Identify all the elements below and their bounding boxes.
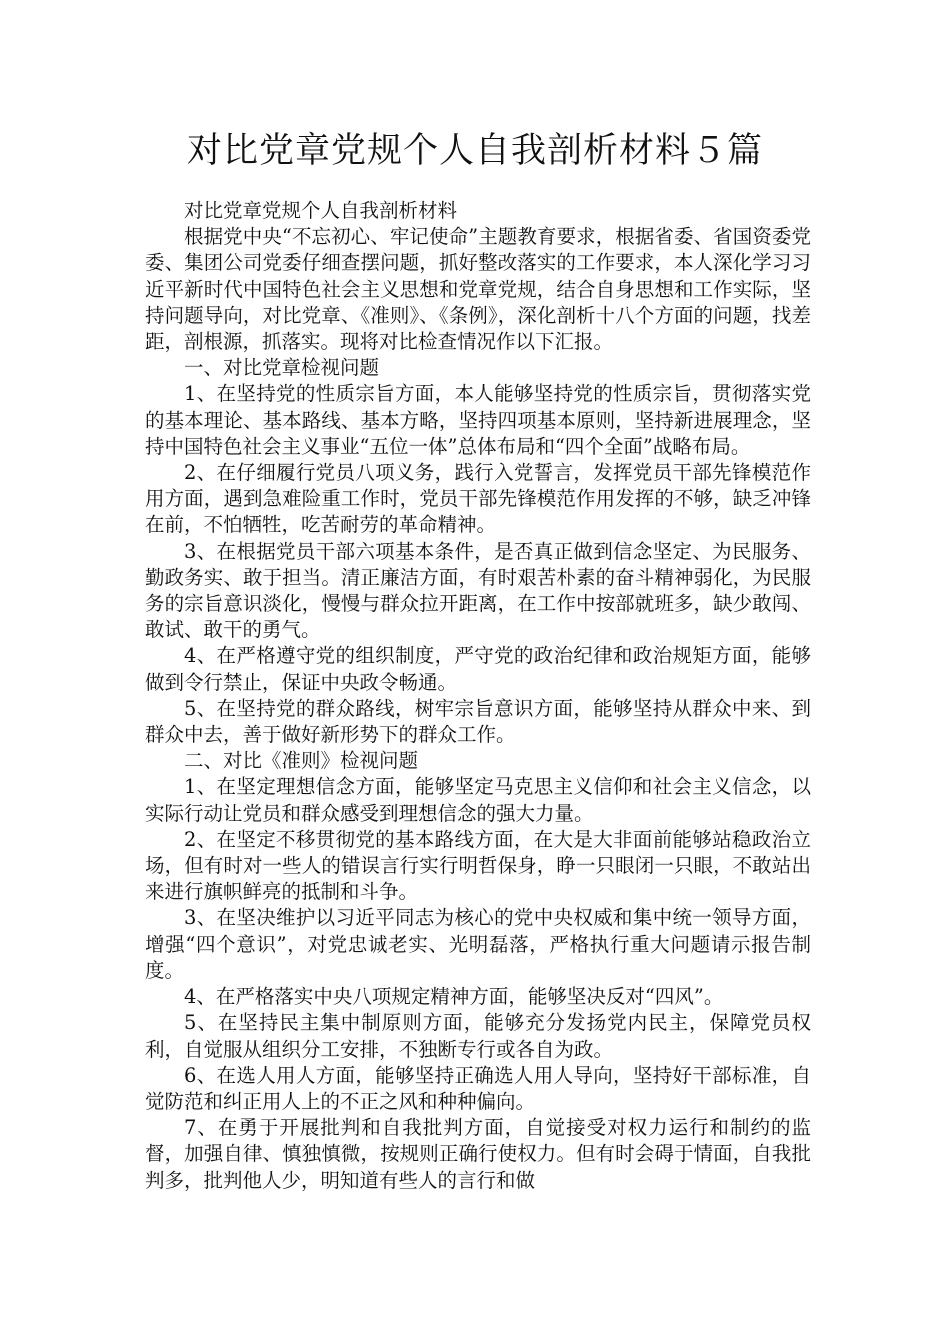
document-body [145,198,811,1194]
body-paragraph: 2、在坚定不移贯彻党的基本路线方面，在大是大非面前能够站稳政治立场，但有时对一些人的错误言行实行明哲保身，睁一只眼闭一只眼，不敢站出来进行旗帜鲜亮的抵制和斗争。 [145,827,811,904]
body-paragraph: 1、在坚持党的性质宗旨方面，本人能够坚持党的性质宗旨，贯彻落实党的基本理论、基本路线、基本方略，坚持四项基本原则，坚持新进展理念，坚持中国特色社会主义事业“五位一体”总体布局和“四个全面”战略布局。 [145,382,811,458]
subtitle-paragraph: 对比党章党规个人自我剖析材料 [184,199,458,222]
body-paragraph: 3、在根据党员干部六项基本条件，是否真正做到信念坚定、为民服务、勤政务实、敢于担当。清正廉洁方面，有时艰苦朴素的奋斗精神弱化，为民服务的宗旨意识淡化，慢慢与群众拉开距离，在工作中按部就班多，缺少敢闯、敢试、敢干的勇气。 [145,539,811,642]
body-paragraph: 4、在严格落实中央八项规定精神方面，能够坚决反对“四风”。 [184,985,724,1009]
body-paragraph: 5、在坚持民主集中制原则方面，能够充分发扬党内民主，保障党员权利，自觉服从组织分工安排，不独断专行或各自为政。 [145,1011,811,1061]
document-title: 对比党章党规个人自我剖析材料５篇 [186,131,763,171]
body-paragraph: 4、在严格遵守党的组织制度，严守党的政治纪律和政治规矩方面，能够做到令行禁止，保证中央政令畅通。 [145,644,811,694]
body-paragraph: 1、在坚定理想信念方面，能够坚定马克思主义信仰和社会主义信念，以实际行动让党员和群众感受到理想信念的强大力量。 [145,775,811,825]
body-paragraph: 5、在坚持党的群众路线，树牢宗旨意识方面，能够坚持从群众中来、到群众中去，善于做好新形势下的群众工作。 [145,696,811,747]
body-paragraph: 6、在选人用人方面，能够坚持正确选人用人导向，坚持好干部标准，自觉防范和纠正用人上的不正之风和种种偏向。 [145,1063,811,1113]
intro-paragraph: 根据党中央“不忘初心、牢记使命”主题教育要求，根据省委、省国资委党委、集团公司党委仔细查摆问题，抓好整改落实的工作要求，本人深化学习习近平新时代中国特色社会主义思想和党章党规，结合自身思想和工作实际，坚持问题导向，对比党章、《准则》、《条例》，深化剖析十八个方面的问题，找差距，剖根源，抓落实。现将对比检查情况作以下汇报。 [145,225,811,354]
section-heading-2: 二、对比《准则》检视问题 [184,749,419,773]
body-paragraph: 3、在坚决维护以习近平同志为核心的党中央权威和集中统一领导方面，增强“四个意识”，对党忠诚老实、光明磊落，严格执行重大问题请示报告制度。 [145,906,811,982]
body-paragraph: 7、在勇于开展批判和自我批判方面，自觉接受对权力运行和制约的监督，加强自律、慎独慎微，按规则正确行使权力。但有时会碍于情面，自我批判多，批判他人少，明知道有些人的言行和做 [145,1116,811,1192]
section-heading-1: 一、对比党章检视问题 [184,356,380,380]
body-paragraph: 2、在仔细履行党员八项义务，践行入党誓言，发挥党员干部先锋模范作用方面，遇到急难险重工作时，党员干部先锋模范作用发挥的不够，缺乏冲锋在前，不怕牺牲，吃苦耐劳的革命精神。 [145,461,811,537]
